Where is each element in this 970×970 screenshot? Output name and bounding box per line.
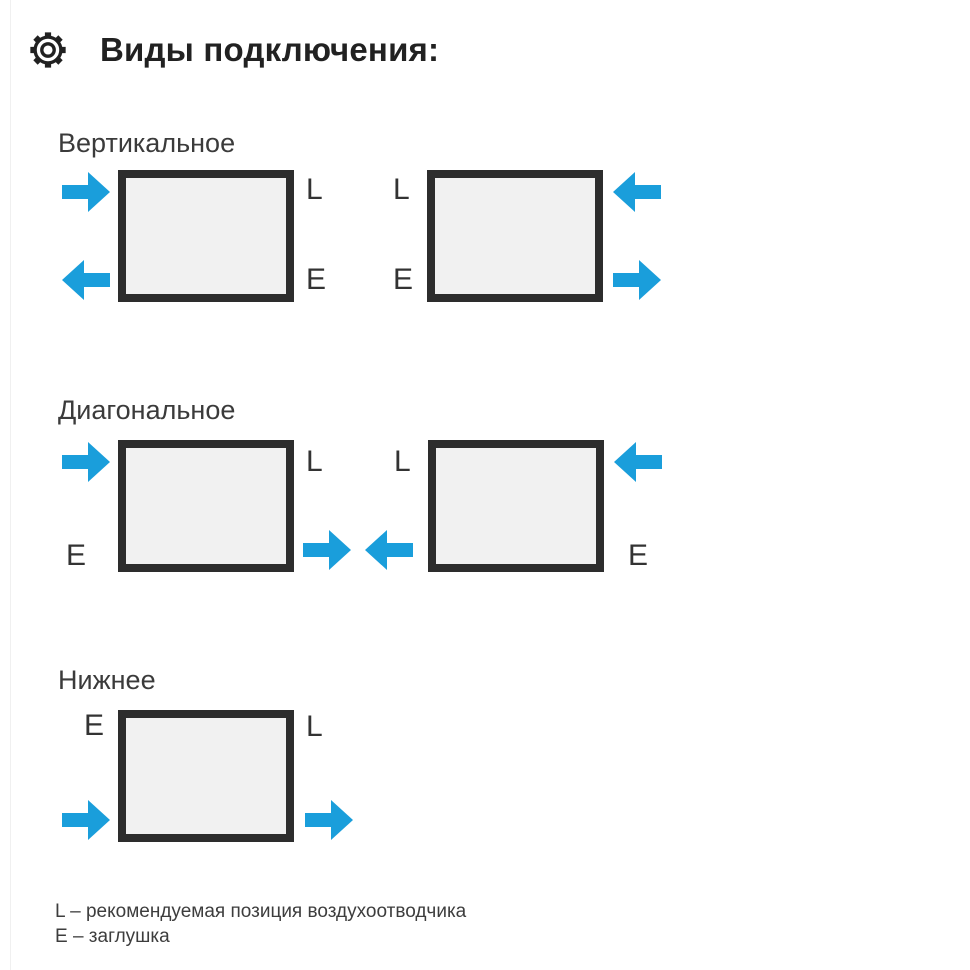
inlet-arrow [62, 170, 110, 214]
port-label-e: E [628, 539, 649, 572]
outlet-arrow [365, 528, 413, 572]
radiator-rect [118, 710, 294, 842]
inlet-arrow [614, 440, 662, 484]
radiator-rect [428, 440, 604, 572]
port-label-l: L [306, 710, 323, 743]
section-title: Нижнее [58, 665, 156, 695]
legend-line-l: L – рекомендуемая позиция воздухоотводчика [55, 901, 467, 922]
section-title: Диагональное [58, 395, 236, 425]
port-label-l: L [393, 173, 410, 206]
port-label-e: E [393, 263, 414, 296]
outlet-arrow [613, 258, 661, 302]
radiator-rect [118, 170, 294, 302]
port-label-l: L [306, 173, 323, 206]
legend-line-e: E – заглушка [55, 926, 170, 947]
port-label-e: E [84, 709, 105, 742]
radiator-rect [118, 440, 294, 572]
outlet-arrow [303, 528, 351, 572]
page-title: Виды подключения: [100, 31, 440, 68]
inlet-arrow [62, 798, 110, 842]
left-edge-divider [10, 0, 11, 970]
inlet-arrow [62, 440, 110, 484]
port-label-e: E [306, 263, 327, 296]
section-title: Вертикальное [58, 128, 236, 158]
outlet-arrow [62, 258, 110, 302]
port-label-l: L [306, 445, 323, 478]
gear-icon [27, 29, 69, 71]
port-label-l: L [394, 445, 411, 478]
radiator-rect [427, 170, 603, 302]
outlet-arrow [305, 798, 353, 842]
inlet-arrow [613, 170, 661, 214]
port-label-e: E [66, 539, 87, 572]
